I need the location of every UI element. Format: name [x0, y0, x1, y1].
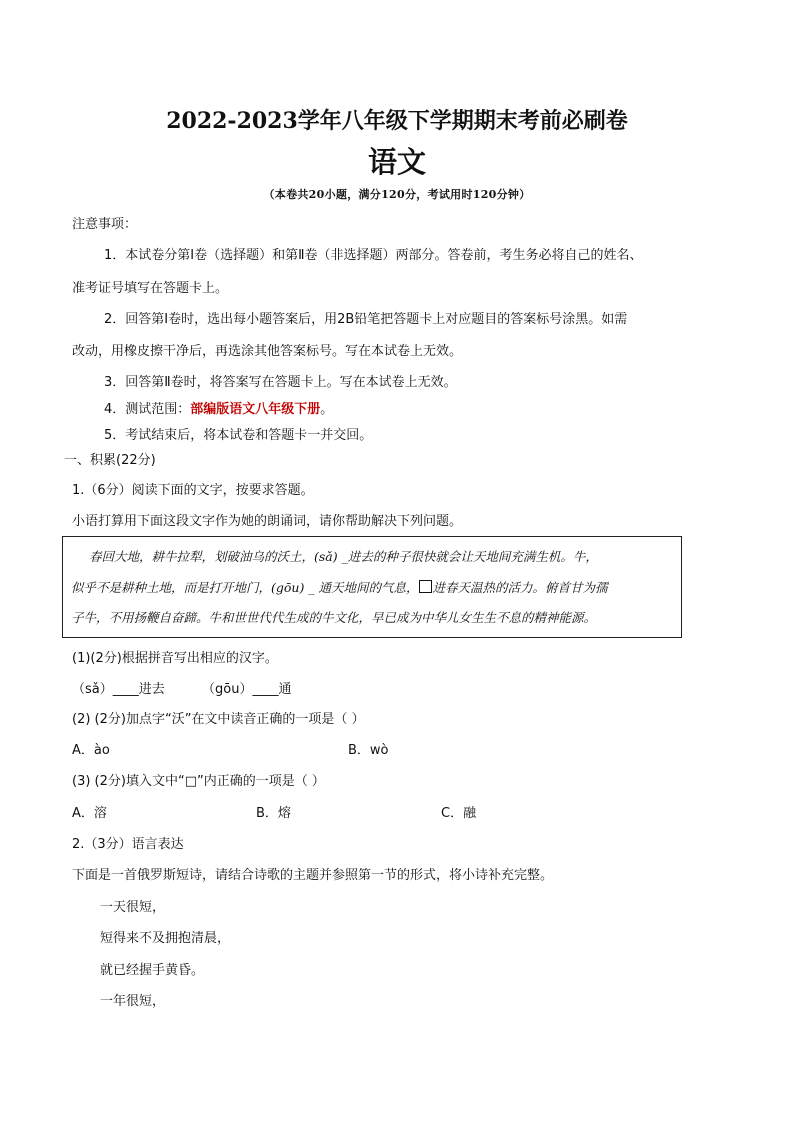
poem-line-4: 一年很短，: [100, 994, 166, 1009]
note-4: [104, 401, 333, 419]
passage-line-2-b: 进春天温热的活力。俯首甘为孺: [432, 580, 608, 595]
sub-question-1-blank-b: （gōu）____通: [202, 682, 292, 697]
note-1-line-2: 准考证号填写在答题卡上。: [72, 281, 229, 296]
question-2-intro: 下面是一首俄罗斯短诗，请结合诗歌的主题并参照第一节的形式，将小诗补充完整。: [72, 868, 554, 883]
notes-heading: 注意事项：: [72, 217, 138, 232]
passage-line-2: [71, 579, 608, 597]
note-5: 5．考试结束后，将本试卷和答题卡一并交回。: [104, 428, 373, 443]
exam-title: 2022-2023学年八年级下学期期末考前必刷卷: [166, 108, 628, 134]
sub-question-2-option-a: A．ào: [72, 743, 110, 758]
passage-box: [62, 536, 682, 638]
note-4-prefix: 4．测试范围：: [104, 402, 191, 417]
sub-question-2-option-b: B．wò: [348, 743, 389, 758]
subject-title: 语文: [367, 145, 426, 179]
passage-line-3: 子牛，不用扬鞭自奋蹄。牛和世世代代生成的牛文化，早已成为中华儿女生生不息的精神能源。: [71, 610, 597, 625]
poem-line-3: 就已经握手黄昏。: [100, 963, 205, 978]
question-1-label: 1.（6分）阅读下面的文字，按要求答题。: [72, 483, 314, 498]
poem-line-1: 一天很短，: [100, 900, 166, 915]
note-3: 3．回答第Ⅱ卷时，将答案写在答题卡上。写在本试卷上无效。: [104, 375, 457, 390]
sub-question-3-option-a: A．溶: [72, 806, 107, 821]
question-1-intro: 小语打算用下面这段文字作为她的朗诵词，请你帮助解决下列问题。: [72, 514, 463, 529]
blank-box-icon: [419, 580, 432, 593]
note-2-line-1: 2．回答第Ⅰ卷时，选出每小题答案后，用2B铅笔把答题卡上对应题目的答案标号涂黑。如需: [104, 312, 628, 327]
note-4-suffix: 。: [320, 402, 334, 417]
note-1-line-1: 1．本试卷分第Ⅰ卷（选择题）和第Ⅱ卷（非选择题）两部分。答卷前，考生务必将自己的姓名、: [104, 248, 643, 263]
exam-meta: （本卷共20小题，满分120分，考试用时120分钟）: [263, 188, 531, 201]
sub-question-3-option-c: C．融: [441, 806, 477, 821]
sub-question-1: (1)(2分)根据拼音写出相应的汉字。: [72, 651, 278, 666]
passage-line-1: 春回大地，耕牛拉犁，划破油乌的沃土，(sǎ) _进去的种子很快就会让天地间充满生机。牛，: [89, 549, 598, 564]
question-2-label: 2.（3分）语言表达: [72, 837, 184, 852]
sub-question-1-blank-a: （sǎ）____进去: [72, 682, 165, 697]
section-heading: 一、积累(22分): [64, 453, 156, 468]
sub-question-2: (2) (2分)加点字“沃”在文中读音正确的一项是（ ）: [72, 712, 365, 727]
note-4-scope: 部编版语文八年级下册: [190, 402, 321, 417]
sub-question-3: (3) (2分)填入文中“□”内正确的一项是（ ）: [72, 774, 325, 789]
note-2-line-2: 改动，用橡皮擦干净后，再选涂其他答案标号。写在本试卷上无效。: [72, 344, 463, 359]
sub-question-3-option-b: B．熔: [256, 806, 291, 821]
passage-line-2-a: 似乎不是耕种土地，而是打开地门，(gōu) _ 通天地间的气息，: [71, 580, 419, 595]
poem-line-2: 短得来不及拥抱清晨，: [100, 931, 231, 946]
